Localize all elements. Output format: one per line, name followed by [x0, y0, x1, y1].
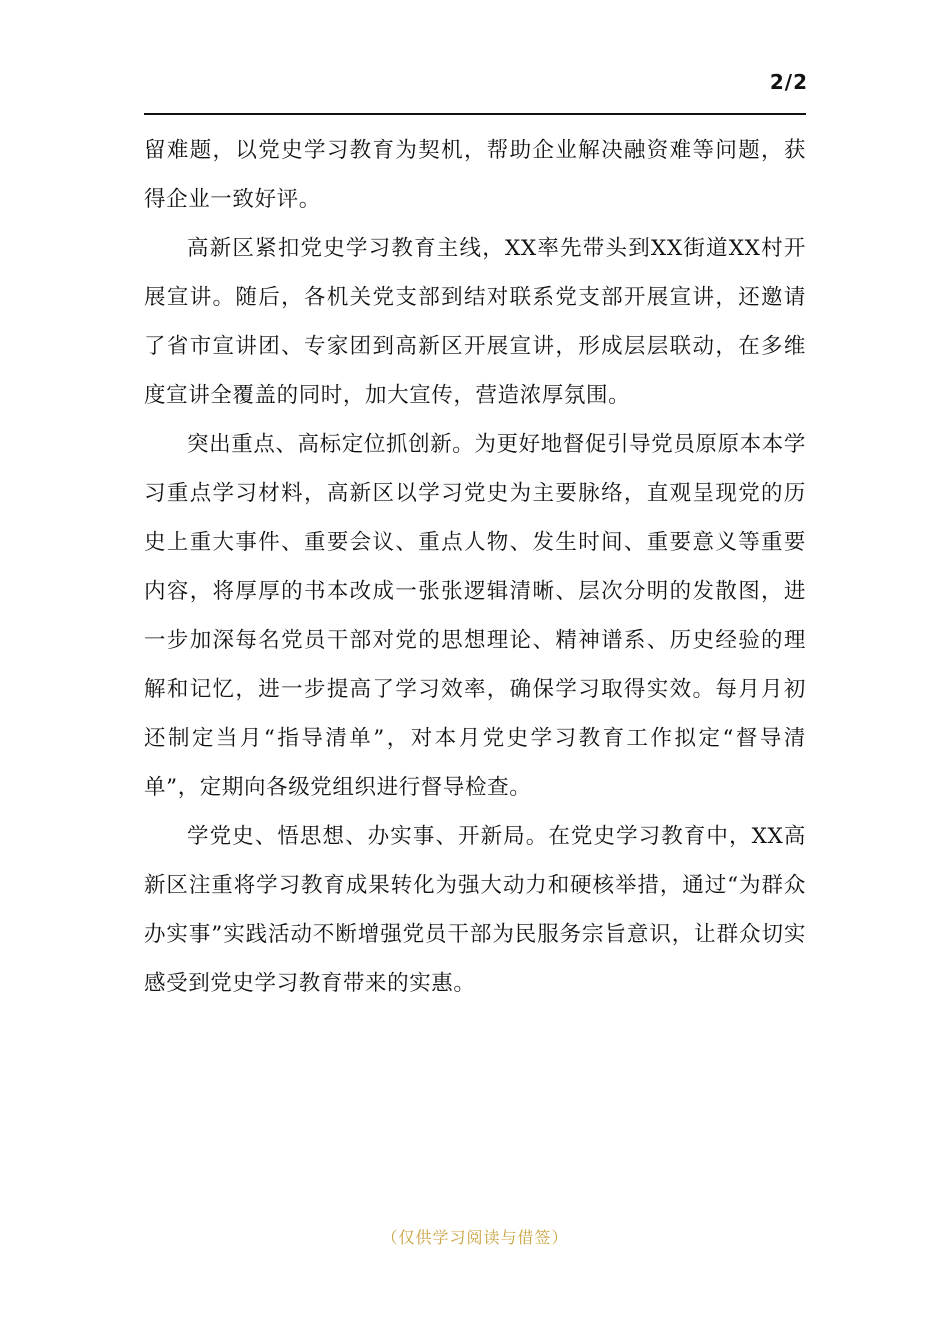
footer-note: （仅供学习阅读与借签） — [381, 1228, 569, 1247]
paragraph-continuation: 留难题，以党史学习教育为契机，帮助企业解决融资难等问题，获得企业一致好评。 — [144, 138, 806, 212]
paragraph-innovation: 突出重点、高标定位抓创新。为更好地督促引导党员原原本本学习重点学习材料，高新区以学习党史为主要脉络，直观呈现党的历史上重大事件、重要会议、重点人物、发生时间、重要意义等重要内容，将厚厚的书本改成一张张逻辑清晰、层次分明的发散图，进一步加深每名党员干部对党的思想理论、精神谱系、历史经验的理解和记忆，进一步提高了学习效率，确保学习取得实效。每月月初还制定当月“指导清单”，对本月党史学习教育工作拟定“督导清单”，定期向各级党组织进行督导检查。 — [144, 432, 806, 800]
page-number: 2/2 — [769, 70, 808, 94]
paragraph-practical-work: 学党史、悟思想、办实事、开新局。在党史学习教育中，XX高新区注重将学习教育成果转化为强大动力和硬核举措，通过“为群众办实事”实践活动不断增强党员干部为民服务宗旨意识，让群众切实感受到党史学习教育带来的实惠。 — [144, 824, 806, 996]
document-body — [144, 126, 806, 1008]
header-divider — [144, 113, 806, 115]
paragraph-outreach: 高新区紧扣党史学习教育主线，XX率先带头到XX街道XX村开展宣讲。随后，各机关党支部到结对联系党支部开展宣讲，还邀请了省市宣讲团、专家团到高新区开展宣讲，形成层层联动，在多维度宣讲全覆盖的同时，加大宣传，营造浓厚氛围。 — [144, 236, 806, 408]
